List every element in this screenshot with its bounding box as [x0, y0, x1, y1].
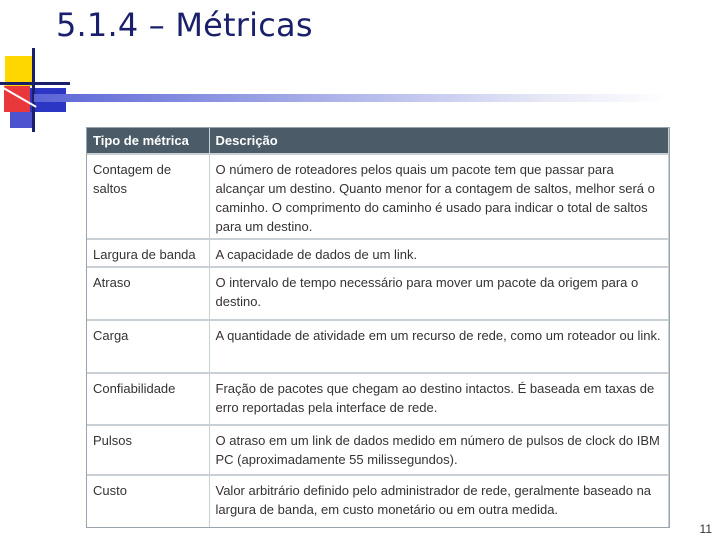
- table-row: [87, 475, 669, 527]
- metric-type-cell: Carga: [87, 320, 209, 373]
- metric-type-cell: Contagem de saltos: [87, 154, 209, 239]
- metrics-table: [86, 127, 670, 528]
- metric-type-cell: Largura de banda: [87, 239, 209, 267]
- table-row: [87, 267, 669, 320]
- table-row: [87, 320, 669, 373]
- slide-title: 5.1.4 – Métricas: [56, 6, 313, 44]
- table-row: [87, 425, 669, 475]
- title-divider: [34, 94, 670, 102]
- metric-type-cell: Atraso: [87, 267, 209, 320]
- metric-type-cell: Custo: [87, 475, 209, 527]
- metric-type-cell: Pulsos: [87, 425, 209, 475]
- column-header-description: Descrição: [209, 128, 669, 154]
- page-number: 11: [699, 522, 712, 536]
- metric-description-cell: Fração de pacotes que chegam ao destino intactos. É baseada em taxas de erro reportadas pela interface de rede.: [209, 373, 669, 425]
- column-header-type: Tipo de métrica: [87, 128, 209, 154]
- table-row: [87, 373, 669, 425]
- table-header-row: [87, 128, 669, 154]
- metric-description-cell: O atraso em um link de dados medido em número de pulsos de clock do IBM PC (aproximadamente 55 milissegundos).: [209, 425, 669, 475]
- logo-icon: [0, 48, 70, 133]
- metric-description-cell: O número de roteadores pelos quais um pacote tem que passar para alcançar um destino. Quanto menor for a contagem de saltos, melhor será o caminho. O comprimento do caminho é usado para indicar o total de saltos para um destino.: [209, 154, 669, 239]
- table-row: [87, 154, 669, 239]
- metric-type-cell: Confiabilidade: [87, 373, 209, 425]
- metric-description-cell: O intervalo de tempo necessário para mover um pacote da origem para o destino.: [209, 267, 669, 320]
- metric-description-cell: A quantidade de atividade em um recurso de rede, como um roteador ou link.: [209, 320, 669, 373]
- metric-description-cell: A capacidade de dados de um link.: [209, 239, 669, 267]
- table-row: [87, 239, 669, 267]
- metric-description-cell: Valor arbitrário definido pelo administrador de rede, geralmente baseado na largura de banda, em custo monetário ou em outra medida.: [209, 475, 669, 527]
